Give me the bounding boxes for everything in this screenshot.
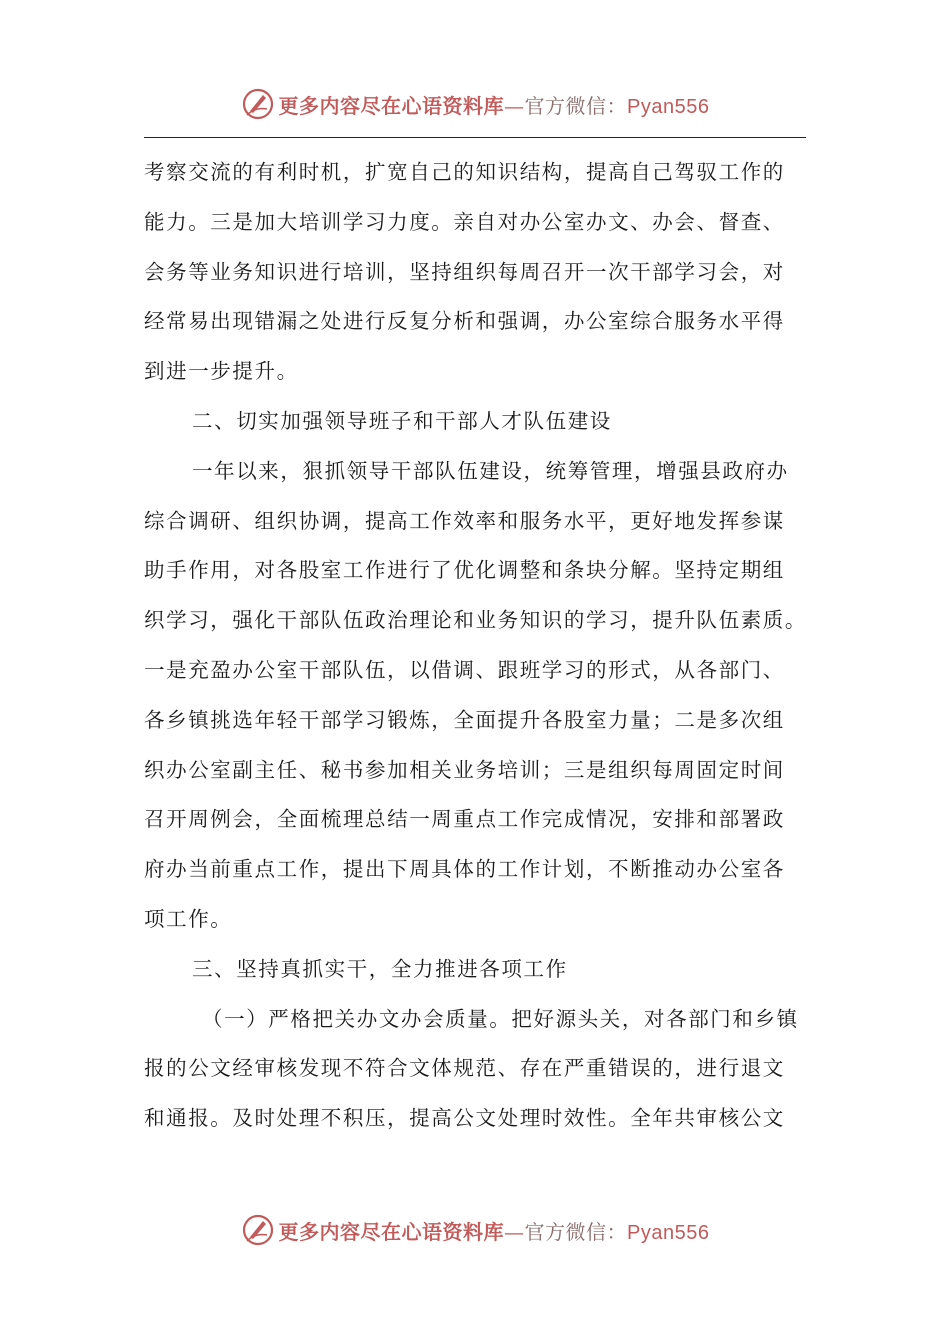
- text-line: 会务等业务知识进行培训，坚持组织每周召开一次干部学习会，对: [144, 259, 785, 284]
- header-banner: [0, 82, 950, 126]
- section-heading: 三、坚持真抓实干，全力推进各项工作: [192, 956, 568, 981]
- footer-text: [279, 1216, 710, 1245]
- text-line: 织学习，强化干部队伍政治理论和业务知识的学习，提升队伍素质。: [144, 608, 807, 633]
- footer-wechat-id: Pyan556: [627, 1221, 710, 1244]
- text-line: 经常易出现错漏之处进行反复分析和强调，办公室综合服务水平得: [144, 309, 785, 334]
- text-line: 府办当前重点工作，提出下周具体的工作计划，不断推动办公室各: [144, 857, 785, 882]
- footer-dash: —: [504, 1219, 525, 1244]
- text-line: 综合调研、组织协调，提高工作效率和服务水平，更好地发挥参谋: [144, 508, 785, 533]
- header-brand: 更多内容尽在心语资料库: [278, 93, 505, 118]
- text-line: 一是充盈办公室干部队伍，以借调、跟班学习的形式，从各部门、: [144, 657, 785, 682]
- header-wechat-id: Pyan556: [627, 95, 710, 118]
- text-line: 到进一步提升。: [144, 359, 299, 384]
- footer-brand: 更多内容尽在心语资料库: [278, 1219, 505, 1244]
- text-line: 项工作。: [144, 906, 233, 931]
- footer-official: 官方微信：: [524, 1219, 628, 1244]
- text-line: 一年以来，狠抓领导干部队伍建设，统筹管理，增强县政府办: [192, 458, 789, 483]
- subsection-heading: （一）严格把关办文办会质量。把好源头关，对各部门和乡镇: [202, 1006, 799, 1031]
- header-official: 官方微信：: [524, 93, 628, 118]
- text-line: 织办公室副主任、秘书参加相关业务培训；三是组织每周固定时间: [144, 757, 785, 782]
- section-heading: 二、切实加强领导班子和干部人才队伍建设: [192, 408, 612, 433]
- footer-banner: [0, 1208, 950, 1252]
- document-body: [144, 148, 808, 1144]
- header-divider: [144, 137, 806, 138]
- text-line: 召开周例会，全面梳理总结一周重点工作完成情况，安排和部署政: [144, 807, 785, 832]
- text-line: 报的公文经审核发现不符合文体规范、存在严重错误的，进行退文: [144, 1056, 785, 1081]
- text-line: 和通报。及时处理不积压，提高公文处理时效性。全年共审核公文: [144, 1106, 785, 1131]
- logo-icon: [241, 87, 275, 121]
- header-text: [279, 90, 710, 119]
- logo-icon: [241, 1213, 275, 1247]
- text-line: 能力。三是加大培训学习力度。亲自对办公室办文、办会、督查、: [144, 209, 785, 234]
- text-line: 考察交流的有利时机，扩宽自己的知识结构，提高自己驾驭工作的: [144, 160, 785, 184]
- text-line: 各乡镇挑选年轻干部学习锻炼，全面提升各股室力量；二是多次组: [144, 707, 785, 732]
- header-dash: —: [504, 93, 525, 118]
- text-line: 助手作用，对各股室工作进行了优化调整和条块分解。坚持定期组: [144, 558, 785, 583]
